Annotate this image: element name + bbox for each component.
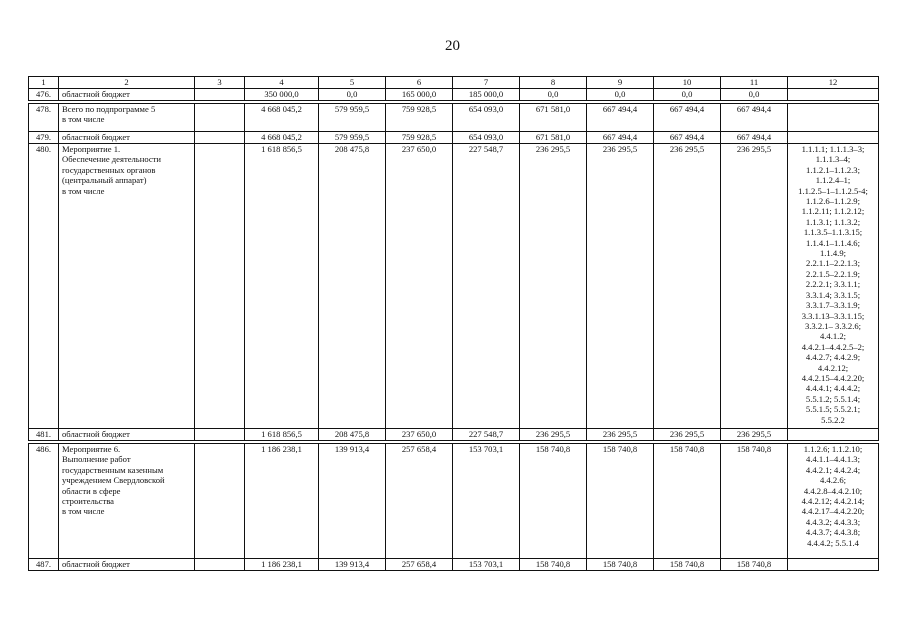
value-cell: 0,0 [654,89,721,101]
page-number: 20 [445,38,460,54]
value-cell: 1 186 238,1 [245,444,319,559]
target-indicator-line: 1.1.4.1–1.1.4.6; [806,237,860,248]
row-number: 480. [29,144,59,429]
row-name-line: (центральный аппарат) [62,175,147,186]
value-cell: 0,0 [587,89,654,101]
value-cell: 0,0 [721,89,788,101]
row-number: 481. [29,429,59,441]
target-indicator-line: 4.4.2.1; 4.4.2.4; [805,464,861,475]
value-cell: 667 494,4 [654,132,721,144]
row-number: 478. [29,104,59,132]
column-3-cell [195,104,245,132]
row-name [59,559,195,571]
column-header: 5 [319,77,386,89]
value-cell: 0,0 [520,89,587,101]
table-body [29,77,879,571]
row-name [59,144,195,429]
row-name-line: в том числе [62,185,105,196]
target-indicator-line: 4.4.2.12; [817,362,849,373]
target-indicator-line: 2.2.2.1; 3.3.1.1; [805,279,861,290]
row-name [59,132,195,144]
target-indicator-line: 1.1.2.1–1.1.2.3; [806,164,860,175]
value-cell: 236 295,5 [654,144,721,429]
column-3-cell [195,559,245,571]
row-name-line: Обеспечение деятельности [62,154,162,165]
target-indicator-line: 4.4.2.12; 4.4.2.14; [801,496,865,507]
row-number: 487. [29,559,59,571]
target-indicator-line: 1.1.2.5–1–1.1.2.5-4; [798,185,868,196]
row-name-line: строительства [62,496,114,507]
column-3-cell [195,89,245,101]
target-indicator-line: 1.1.3.5–1.1.3.15; [803,227,863,238]
target-indicator-line: 1.1.4.9; [819,248,847,259]
value-cell: 237 650,0 [386,144,453,429]
value-cell: 139 913,4 [319,444,386,559]
row-name-line: в том числе [62,114,105,125]
row-number: 479. [29,132,59,144]
value-cell: 667 494,4 [587,104,654,132]
row-name-line: Всего по подпрограмме 5 [62,104,156,114]
value-cell: 158 740,8 [520,559,587,571]
row-name-line: Мероприятие 6. [62,444,121,454]
value-cell: 671 581,0 [520,132,587,144]
target-indicator-line: 4.4.2.1–4.4.2.5–2; [801,341,865,352]
target-indicators-cell [788,444,879,559]
target-indicator-line: 1.1.2.4–1; [815,175,851,186]
column-header: 9 [587,77,654,89]
row-name [59,89,195,101]
target-indicator-line: 4.4.2.8–4.4.2.10; [803,485,863,496]
target-indicators-cell [788,144,879,429]
value-cell: 0,0 [319,89,386,101]
target-indicator-line: 3.3.2.1– 3.3.2.6; [804,320,862,331]
budget-table-container [28,76,878,571]
table-row [29,104,879,132]
value-cell: 158 740,8 [654,444,721,559]
target-indicator-line: 3.3.1.4; 3.3.1.5; [805,289,861,300]
value-cell: 1 618 856,5 [245,429,319,441]
value-cell: 208 475,8 [319,144,386,429]
target-indicator-line: 1.1.1.3–4; [815,154,851,165]
value-cell: 236 295,5 [520,144,587,429]
value-cell: 185 000,0 [453,89,520,101]
target-indicator-line: 1.1.1.1; 1.1.1.3–3; [801,144,865,154]
row-number: 476. [29,89,59,101]
target-indicator-line: 3.3.1.7–3.3.1.9; [806,300,860,311]
value-cell: 236 295,5 [721,144,788,429]
value-cell: 667 494,4 [721,104,788,132]
table-row [29,132,879,144]
column-3-cell [195,132,245,144]
value-cell: 158 740,8 [721,444,788,559]
value-cell: 257 658,4 [386,444,453,559]
value-cell: 236 295,5 [587,429,654,441]
target-indicator-line: 4.4.2.6; [819,475,847,486]
value-cell: 4 668 045,2 [245,104,319,132]
header-row [29,77,879,89]
target-indicator-line: 4.4.2.17–4.4.2.20; [801,506,865,517]
value-cell: 667 494,4 [587,132,654,144]
value-cell: 158 740,8 [520,444,587,559]
column-3-cell [195,429,245,441]
column-header: 8 [520,77,587,89]
table-row [29,89,879,101]
row-name-line: области в сфере [62,485,121,496]
row-name-line: в том числе [62,506,105,517]
value-cell: 667 494,4 [721,132,788,144]
target-indicator-line: 5.5.1.5; 5.5.2.1; [805,404,861,415]
row-number: 486. [29,444,59,559]
target-indicator-line: 2.2.1.5–2.2.1.9; [806,268,860,279]
target-indicator-line: 1.1.2.6–1.1.2.9; [806,196,860,207]
value-cell: 153 703,1 [453,444,520,559]
row-name-line: областной бюджет [62,89,130,99]
value-cell: 671 581,0 [520,104,587,132]
target-indicators-cell [788,559,879,571]
value-cell: 153 703,1 [453,559,520,571]
value-cell: 237 650,0 [386,429,453,441]
table-row [29,429,879,441]
value-cell: 1 186 238,1 [245,559,319,571]
target-indicator-line: 3.3.1.13–3.3.1.15; [801,310,865,321]
target-indicator-line: 1.1.2.6; 1.1.2.10; [803,444,863,454]
target-indicators-cell [788,429,879,441]
value-cell: 1 618 856,5 [245,144,319,429]
value-cell: 579 959,5 [319,104,386,132]
row-name-line: областной бюджет [62,559,130,569]
value-cell: 158 740,8 [654,559,721,571]
value-cell: 236 295,5 [721,429,788,441]
target-indicator-line: 4.4.1.2; [819,331,847,342]
target-indicator-line: 5.5.2.2 [821,414,845,425]
value-cell: 236 295,5 [520,429,587,441]
value-cell: 667 494,4 [654,104,721,132]
table-row [29,559,879,571]
target-indicators-cell [788,89,879,101]
value-cell: 208 475,8 [319,429,386,441]
budget-table [28,76,879,571]
column-header: 10 [654,77,721,89]
value-cell: 654 093,0 [453,104,520,132]
value-cell: 139 913,4 [319,559,386,571]
value-cell: 165 000,0 [386,89,453,101]
row-name [59,444,195,559]
column-3-cell [195,144,245,429]
row-name-line: учреждением Свердловской [62,475,165,486]
column-header: 2 [59,77,195,89]
row-name-line: Выполнение работ [62,454,131,465]
row-name-line: государственным казенным [62,464,164,475]
target-indicator-line: 1.1.2.11; 1.1.2.12; [801,206,865,217]
row-name [59,429,195,441]
row-name-line: областной бюджет [62,132,130,142]
target-indicator-line: 4.4.2.7; 4.4.2.9; [805,352,861,363]
row-name-line: государственных органов [62,164,156,175]
table-row [29,444,879,559]
column-header: 4 [245,77,319,89]
column-header: 12 [788,77,879,89]
value-cell: 350 000,0 [245,89,319,101]
row-name-line: областной бюджет [62,429,130,439]
target-indicator-line: 5.5.1.2; 5.5.1.4; [805,393,861,404]
row-name [59,104,195,132]
value-cell: 236 295,5 [654,429,721,441]
value-cell: 158 740,8 [721,559,788,571]
column-header: 1 [29,77,59,89]
column-3-cell [195,444,245,559]
value-cell: 227 548,7 [453,429,520,441]
target-indicators-cell [788,104,879,132]
value-cell: 759 928,5 [386,104,453,132]
target-indicator-line: 4.4.3.2; 4.4.3.3; [805,516,861,527]
target-indicator-line: 4.4.4.2; 5.5.1.4 [807,537,859,548]
column-header: 11 [721,77,788,89]
target-indicator-line: 2.2.1.1–2.2.1.3; [806,258,860,269]
column-header: 7 [453,77,520,89]
value-cell: 158 740,8 [587,559,654,571]
value-cell: 579 959,5 [319,132,386,144]
column-header: 3 [195,77,245,89]
value-cell: 759 928,5 [386,132,453,144]
value-cell: 236 295,5 [587,144,654,429]
target-indicator-line: 4.4.2.15–4.4.2.20; [801,372,865,383]
value-cell: 654 093,0 [453,132,520,144]
target-indicators-cell [788,132,879,144]
value-cell: 158 740,8 [587,444,654,559]
table-row [29,144,879,429]
target-indicator-line: 4.4.4.1; 4.4.4.2; [805,383,861,394]
value-cell: 257 658,4 [386,559,453,571]
target-indicator-line: 4.4.3.7; 4.4.3.8; [805,527,861,538]
value-cell: 227 548,7 [453,144,520,429]
target-indicator-line: 4.4.1.1–4.4.1.3; [806,454,860,465]
row-name-line: Мероприятие 1. [62,144,121,154]
target-indicator-line: 1.1.3.1; 1.1.3.2; [805,216,861,227]
column-header: 6 [386,77,453,89]
value-cell: 4 668 045,2 [245,132,319,144]
